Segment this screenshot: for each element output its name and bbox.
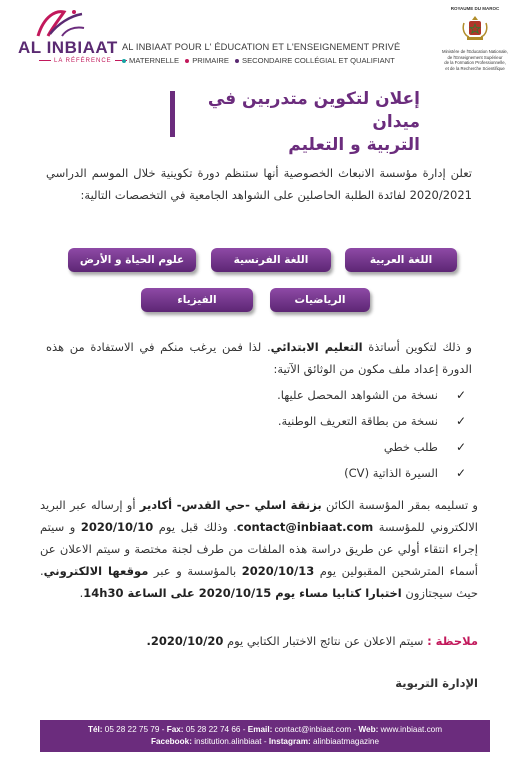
ministry-emblem-block	[430, 6, 520, 71]
footer-phone[interactable]: 05 28 22 75 79	[104, 725, 160, 734]
school-title: AL INBIAAT POUR L' ÉDUCATION ET L'ENSEIGNEMENT PRIVÉ	[122, 42, 401, 52]
checkmark-icon: ✓	[455, 466, 466, 480]
document-item: ✓نسخة من بطاقة التعريف الوطنية.	[278, 410, 466, 432]
note-label: ملاحظة :	[427, 634, 478, 648]
kingdom-label: ROYAUME DU MAROC	[450, 6, 500, 11]
checkmark-icon: ✓	[455, 440, 466, 454]
checkmark-icon: ✓	[455, 414, 466, 428]
written-exam-schedule: اختبارا كتابيا مساء يوم 2020/10/15 على الساعة 14h30	[83, 586, 402, 600]
footer-fax: 05 28 22 74 66	[185, 725, 241, 734]
footer-instagram-link[interactable]: alinbiaatmagazine	[313, 737, 380, 746]
checkmark-icon: ✓	[455, 388, 466, 402]
al-inbiaat-logo-icon	[30, 6, 90, 42]
announcement-title: إعلان لتكوين متدربين في ميدان التربية و التعليم	[207, 89, 420, 155]
level-dot-icon	[235, 59, 239, 63]
footer-website-link[interactable]: www.inbiaat.com	[380, 725, 443, 734]
footer-email-link[interactable]: contact@inbiaat.com	[274, 725, 352, 734]
level-maternelle: MATERNELLE	[129, 56, 180, 65]
level-dot-icon	[185, 59, 189, 63]
footer-facebook-link[interactable]: institution.alinbiaat	[194, 737, 262, 746]
signature: الإدارة التربوية	[395, 676, 478, 690]
document-item: ✓نسخة من الشواهد المحصل عليها.	[277, 384, 466, 406]
footer-line-2: Facebook: institution.alinbiaat - Instagram: alinbiaatmagazine	[150, 737, 380, 746]
primary-education-emphasis: التعليم الابتدائي	[270, 340, 363, 354]
specialty-life-earth-sciences: علوم الحياة و الأرض	[68, 248, 196, 272]
title-accent-bar	[170, 91, 175, 137]
document-item: ✓طلب خطي	[384, 436, 466, 458]
brand-name: AL INBIAAT	[18, 38, 118, 57]
submission-paragraph: و تسليمه بمقر المؤسسة الكائن بزنقة اسلي -حي القدس- أكادير أو إرساله عبر البريد الالكتروني للمؤسسة contact@inbiaat.com. وذلك قبل يوم 2020/10/10 و سيتم إجراء انتقاء أولي عن طريق دراسة هذه الملفات من طرف لجنة مختصة و سيتم الاعلان عن أسماء المترشحين المقبولين يوم 2020/10/13 بالمؤسسة و عبر موقعها الالكتروني. حيث سيجتازون اختبارا كتابيا مساء يوم 2020/10/15 على الساعة 14h30.	[40, 498, 478, 600]
contact-footer	[40, 720, 490, 752]
school-levels	[118, 56, 395, 65]
school-address: بزنقة اسلي -حي القدس- أكادير	[139, 498, 322, 512]
level-primaire: PRIMAIRE	[192, 56, 229, 65]
brand-tagline: LA RÉFÉRENCE	[36, 58, 130, 64]
specialty-physics: الفيزياء	[141, 288, 253, 312]
level-secondaire: SECONDAIRE COLLÉGIAL ET QUALIFIANT	[242, 56, 395, 65]
results-note: ملاحظة : سيتم الاعلان عن نتائج الاختبار الكتابي يوم 2020/10/20.	[146, 634, 478, 648]
specialty-french: اللغة الفرنسية	[211, 248, 331, 272]
ministry-name: Ministère de l'Education Nationale, de l'Enseignement Supérieur de la Formation Professionnelle, et de la Recherche Scientifique	[441, 49, 509, 71]
contact-email-link[interactable]: contact@inbiaat.com	[236, 520, 374, 534]
document-item: ✓السيرة الذاتية (CV)	[344, 462, 466, 484]
specialty-arabic: اللغة العربية	[345, 248, 457, 272]
results-date: 2020/10/20.	[146, 634, 224, 648]
level-dot-icon	[122, 59, 126, 63]
announcement-date: 2020/10/13	[241, 564, 315, 578]
footer-line-1: Tél: 05 28 22 75 79 - Fax: 05 28 22 74 66 - Email: contact@inbiaat.com - Web: www.inbiaat.com	[87, 725, 443, 734]
website-mention: موقعها الالكتروني	[43, 564, 149, 578]
training-paragraph: و ذلك لتكوين أساتذة التعليم الابتدائي. لذا فمن يرغب منكم في الاستفادة من هذه الدورة إعداد ملف مكون من الوثائق الآتية:	[46, 340, 472, 376]
application-deadline: 2020/10/10	[80, 520, 154, 534]
moroccan-coat-of-arms-icon	[460, 13, 490, 43]
specialty-mathematics: الرياضيات	[270, 288, 370, 312]
intro-paragraph: تعلن إدارة مؤسسة الانبعاث الخصوصية أنها ستنظم دورة تكوينية خلال الموسم الدراسي 2020/2021 لفائدة الطلبة الحاصلين على الشواهد الجامعية في التخصصات التالية:	[46, 166, 472, 202]
